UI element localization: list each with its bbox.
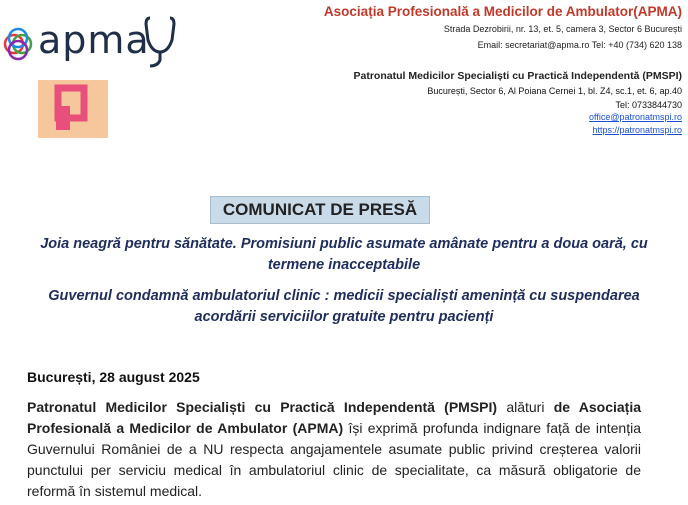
body-paragraph (27, 397, 641, 502)
pmspi-logo-icon (38, 80, 108, 138)
subtitle-1: Joia neagră pentru sănătate. Promisiuni public asumate amânate pentru a doua oară, cu termene inacceptabile (40, 236, 648, 273)
pmspi-name: Patronatul Medicilor Specialiști cu Practică Independentă (PMSPI) (353, 70, 682, 82)
pmspi-email-link[interactable]: office@patronatmspi.ro (588, 112, 682, 122)
pmspi-address: București, Sector 6, Al Poiana Cernei 1, bl. Z4, sc.1, et. 6, ap.40 (427, 86, 682, 96)
apma-name: Asociația Profesională a Medicilor de Ambulator(APMA) (323, 4, 682, 19)
pmspi-phone: Tel: 0733844730 (615, 100, 682, 110)
release-date: București, 28 august 2025 (27, 369, 200, 385)
apma-contact: Email: secretariat@apma.ro Tel: +40 (734) 620 138 (477, 40, 682, 50)
apma-logo-text: apma (38, 18, 150, 62)
para-bold-2: de Asociația Profesională a Medicilor de Ambulator (APMA) (27, 399, 641, 436)
pmspi-website-link[interactable]: https://patronatmspi.ro (592, 125, 682, 135)
para-bold-1: Patronatul Medicilor Specialiști cu Practică Independentă (PMSPI) (27, 399, 498, 415)
para-text-2: își exprimă profunda indignare față de intenția Guvernului României de a NU respecta angajamentele asumate public privind creșterea valorii punctului per serviciu medical în ambulatoriul clinic de specialitate, ca măsură obligatorie de reformă în sistemul medical. (27, 420, 641, 499)
para-text-1: alături (497, 399, 554, 415)
press-release-title: COMUNICAT DE PRESĂ (210, 196, 430, 224)
apma-address: Strada Dezrobirii, nr. 13, et. 5, camera 3, Sector 6 București (443, 24, 682, 34)
subtitle-2: Guvernul condamnă ambulatoriul clinic : medicii specialiști amenință cu suspendarea acordării serviciilor gratuite pentru pacienți (48, 288, 640, 325)
